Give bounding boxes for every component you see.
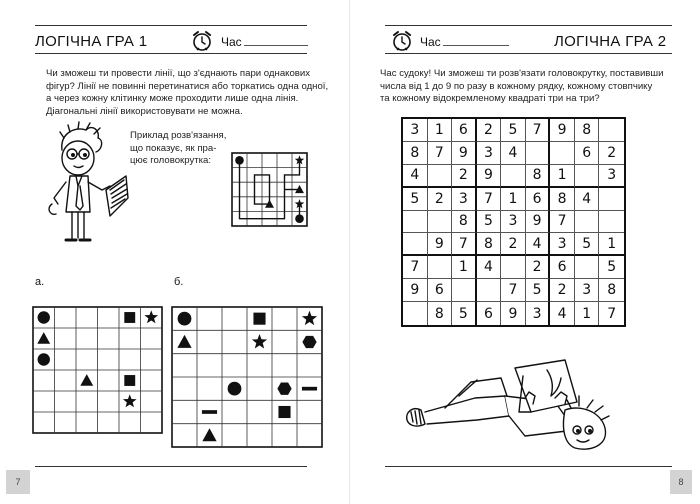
sudoku-cell: 2 (550, 279, 575, 302)
sudoku-cell: 7 (477, 188, 502, 211)
bar-icon (302, 387, 317, 391)
page-number: 7 (6, 470, 30, 494)
page-number: 8 (670, 470, 692, 494)
puzzle-a-label: а. (35, 276, 45, 288)
puzzle-a-grid[interactable] (33, 307, 162, 433)
footer-rule (385, 466, 672, 467)
example-caption (130, 130, 226, 168)
instruction-line: а через кожну клітинку може проходити лише одна лінія. (46, 93, 299, 104)
circle-icon (38, 311, 50, 323)
sudoku-cell: 3 (575, 279, 600, 302)
sudoku-cell: 5 (599, 256, 624, 279)
instruction-line: Час судоку! Чи зможеш ти розв'язати головокрутку, поставивши (380, 68, 664, 79)
sudoku-cell: 6 (526, 188, 551, 211)
square-icon (124, 312, 135, 323)
sudoku-cell: 2 (452, 165, 477, 188)
sudoku-cell: 7 (501, 279, 526, 302)
example-caption-line: Приклад розв'язання, (130, 130, 227, 141)
circle-icon (38, 353, 50, 365)
square-icon (278, 406, 290, 418)
instructions (46, 68, 328, 118)
sudoku-cell: 9 (428, 233, 453, 256)
sudoku-cell: 2 (501, 233, 526, 256)
sudoku-cell: 8 (599, 279, 624, 302)
page-title: ЛОГІЧНА ГРА 1 (35, 33, 148, 50)
sudoku-cell: 8 (575, 119, 600, 142)
sudoku-cell[interactable] (575, 256, 600, 279)
instructions (380, 68, 663, 106)
sudoku-cell: 1 (599, 233, 624, 256)
sudoku-cell[interactable] (575, 211, 600, 234)
sudoku-cell: 9 (501, 302, 526, 325)
sudoku-cell: 5 (452, 302, 477, 325)
sudoku-cell: 1 (550, 165, 575, 188)
alarm-clock-icon (190, 29, 214, 53)
sudoku-cell[interactable] (452, 279, 477, 302)
sudoku-cell: 1 (501, 188, 526, 211)
sudoku-cell[interactable] (575, 165, 600, 188)
sudoku-cell[interactable] (599, 119, 624, 142)
sudoku-cell: 3 (599, 165, 624, 188)
sudoku-cell[interactable] (403, 233, 428, 256)
sudoku-cell: 3 (501, 211, 526, 234)
sudoku-cell: 3 (452, 188, 477, 211)
sudoku-cell[interactable] (599, 188, 624, 211)
sudoku-cell: 8 (477, 233, 502, 256)
instruction-line: числа від 1 до 9 по разу в кожному рядку, кожному стовпчику (380, 80, 653, 92)
sudoku-cell: 9 (452, 142, 477, 165)
sudoku-cell: 3 (403, 119, 428, 142)
instruction-line: фігур? Лінії не повинні перетинатися або торкатись одна одної, (46, 80, 329, 92)
circle-icon (235, 156, 244, 165)
example-caption-line: що показує, як пра- (130, 142, 217, 154)
sudoku-cell: 2 (477, 119, 502, 142)
square-icon (253, 313, 265, 325)
page-title: ЛОГІЧНА ГРА 2 (554, 33, 667, 50)
sudoku-cell: 5 (575, 233, 600, 256)
sudoku-cell: 6 (452, 119, 477, 142)
circle-icon (178, 312, 192, 326)
puzzle-b-grid[interactable] (172, 307, 322, 447)
time-label: Час (420, 35, 441, 49)
sudoku-cell: 8 (526, 165, 551, 188)
sudoku-cell: 1 (428, 119, 453, 142)
sudoku-cell: 4 (501, 142, 526, 165)
sudoku-cell: 7 (550, 211, 575, 234)
header-bottom-rule (35, 53, 307, 54)
sudoku-cell: 2 (599, 142, 624, 165)
sudoku-cell: 3 (526, 302, 551, 325)
sudoku-cell: 4 (403, 165, 428, 188)
footer-rule (35, 466, 307, 467)
circle-icon (295, 214, 304, 223)
header-top-rule (35, 25, 307, 26)
alarm-clock-icon (390, 29, 414, 53)
sudoku-cell: 7 (526, 119, 551, 142)
sudoku-cell: 7 (403, 256, 428, 279)
sudoku-grid[interactable] (401, 117, 626, 327)
boy-with-fan-illustration (40, 120, 130, 250)
sudoku-cell: 4 (526, 233, 551, 256)
sudoku-cell: 9 (550, 119, 575, 142)
sudoku-cell: 6 (428, 279, 453, 302)
sudoku-cell: 9 (477, 165, 502, 188)
sudoku-cell[interactable] (403, 211, 428, 234)
sudoku-cell: 2 (526, 256, 551, 279)
sudoku-cell[interactable] (428, 211, 453, 234)
sudoku-cell[interactable] (501, 165, 526, 188)
sudoku-cell: 6 (477, 302, 502, 325)
sudoku-cell: 5 (501, 119, 526, 142)
sudoku-cell: 7 (452, 233, 477, 256)
sudoku-cell: 1 (452, 256, 477, 279)
sudoku-cell[interactable] (477, 279, 502, 302)
sudoku-cell: 4 (550, 302, 575, 325)
sudoku-cell: 4 (575, 188, 600, 211)
square-icon (124, 375, 135, 386)
sudoku-cell: 7 (607, 305, 617, 322)
sudoku-cell: 4 (477, 256, 502, 279)
circle-icon (228, 382, 242, 396)
instruction-line: Діагональні лінії використовувати не можна. (46, 105, 243, 117)
time-entry-line[interactable] (443, 45, 509, 46)
sudoku-cell: 9 (403, 279, 428, 302)
sudoku-cell: 3 (550, 233, 575, 256)
instruction-line: Чи зможеш ти провести лінії, що з'єднають пари однакових (46, 68, 311, 79)
sudoku-cell[interactable] (428, 256, 453, 279)
sudoku-cell: 9 (526, 211, 551, 234)
sudoku-cell[interactable] (403, 302, 428, 325)
puzzle-b-label: б. (174, 276, 184, 288)
boy-reading-illustration (405, 352, 650, 452)
sudoku-cell[interactable] (501, 256, 526, 279)
sudoku-cell: 8 (403, 142, 428, 165)
sudoku-cell[interactable] (599, 211, 624, 234)
example-solution-grid (232, 153, 307, 226)
sudoku-cell: 8 (550, 188, 575, 211)
time-entry-line[interactable] (244, 45, 308, 46)
header-top-rule (385, 25, 672, 26)
instruction-line: та кожному відокремленому квадраті три на три? (380, 93, 600, 104)
sudoku-cell: 3 (477, 142, 502, 165)
sudoku-cell: 5 (526, 279, 551, 302)
bar-icon (202, 410, 217, 414)
sudoku-cell: 6 (550, 256, 575, 279)
sudoku-cell: 1 (575, 302, 600, 325)
sudoku-cell: 5 (403, 188, 428, 211)
time-label: Час (221, 35, 242, 49)
header-bottom-rule (385, 53, 672, 54)
sudoku-cell[interactable] (428, 165, 453, 188)
sudoku-cell: 2 (428, 188, 453, 211)
sudoku-cell: 6 (575, 142, 600, 165)
sudoku-cell: 7 (428, 142, 453, 165)
sudoku-cell: 8 (428, 302, 453, 325)
sudoku-cell: 8 (452, 211, 477, 234)
example-caption-line: цює головокрутка: (130, 155, 212, 166)
sudoku-cell[interactable] (526, 142, 551, 165)
sudoku-cell[interactable] (550, 142, 575, 165)
sudoku-cell: 5 (477, 211, 502, 234)
